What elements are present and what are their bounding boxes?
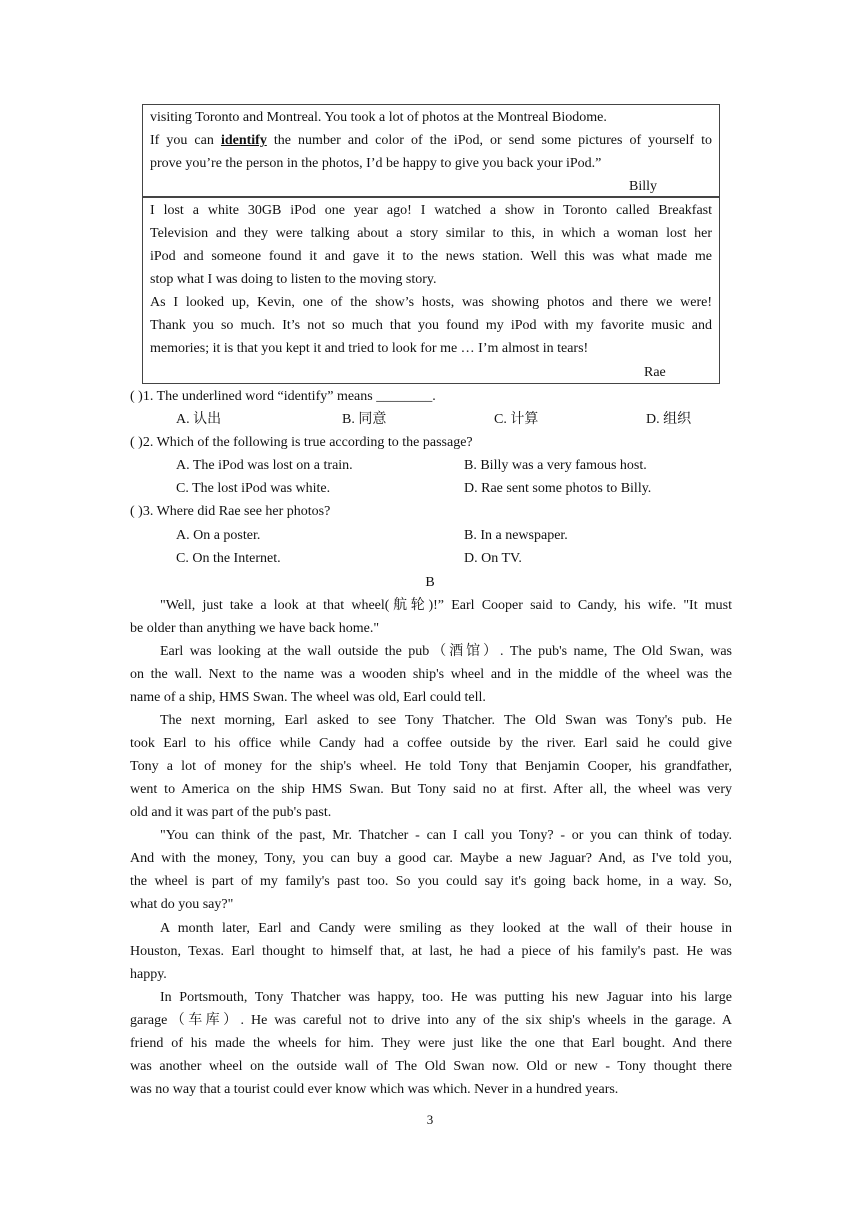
box2-line-5: As I looked up, Kevin, one of the show’s hosts, was showing photos and there we were! xyxy=(150,295,712,310)
question-2-stem: ( )2. Which of the following is true according to the passage? xyxy=(130,435,473,450)
section-b-heading: B xyxy=(425,575,435,590)
question-3-option-d: D. On TV. xyxy=(464,551,522,566)
page-number: 3 xyxy=(426,1112,434,1127)
passage-line: what do you say?" xyxy=(130,897,234,912)
passage-line: was no way that a tourist could ever know which was which. Never in a hundred years. xyxy=(130,1082,619,1097)
question-1-option-b: B. 同意 xyxy=(342,412,387,427)
box2-line-1: I lost a white 30GB iPod one year ago! I watched a show in Toronto called Breakfast xyxy=(150,203,712,218)
question-1-option-c: C. 计算 xyxy=(494,412,539,427)
question-2-option-a: A. The iPod was lost on a train. xyxy=(176,458,353,473)
passage-line: Houston, Texas. Earl thought to himself that, at last, he had a piece of his family's past. He was xyxy=(130,944,732,959)
box1-line-2 xyxy=(150,129,712,152)
passage-line: friend of his made the wheels for him. They were just like the one that Earl bought. And there xyxy=(130,1036,732,1051)
passage-line: went to America on the ship HMS Swan. But Tony said no at first. After all, the wheel was very xyxy=(130,782,732,797)
question-3-option-a: A. On a poster. xyxy=(176,528,261,543)
passage-line: The next morning, Earl asked to see Tony Thatcher. The Old Swan was Tony's pub. He xyxy=(160,713,732,728)
box2-line-3: iPod and someone found it and gave it to the news station. Well this was what made me xyxy=(150,249,712,264)
passage-line: happy. xyxy=(130,967,167,982)
signature-billy: Billy xyxy=(629,179,658,194)
question-1-option-d: D. 组织 xyxy=(646,412,692,427)
signature-rae: Rae xyxy=(644,365,666,380)
passage-line: A month later, Earl and Candy were smiling as they looked at the wall of their house in xyxy=(160,921,732,936)
question-2-option-c: C. The lost iPod was white. xyxy=(176,481,331,496)
question-3-option-c: C. On the Internet. xyxy=(176,551,281,566)
passage-line: be older than anything we have back home." xyxy=(130,621,380,636)
passage-line: old and it was part of the pub's past. xyxy=(130,805,332,820)
box1-line-1: visiting Toronto and Montreal. You took a lot of photos at the Montreal Biodome. xyxy=(150,110,607,125)
question-1-option-a: A. 认出 xyxy=(176,412,222,427)
passage-line: on the wall. Next to the name was a wooden ship's wheel and in the middle of the wheel was the xyxy=(130,667,732,682)
passage-line: Earl was looking at the wall outside the pub（酒馆）. The pub's name, The Old Swan, was xyxy=(160,644,732,659)
passage-line: took Earl to his office while Candy had a coffee outside by the river. Earl said he could give xyxy=(130,736,732,751)
question-3-stem: ( )3. Where did Rae see her photos? xyxy=(130,504,331,519)
question-3-option-b: B. In a newspaper. xyxy=(464,528,568,543)
passage-line: name of a ship, HMS Swan. The wheel was old, Earl could tell. xyxy=(130,690,486,705)
underlined-word-identify: identify xyxy=(220,133,267,148)
box1-line-2-prefix: If you can xyxy=(150,133,214,148)
box2-line-4: stop what I was doing to listen to the moving story. xyxy=(150,272,437,287)
passage-line: Tony a lot of money for the ship's wheel. He told Tony that Benjamin Cooper, his grandfather, xyxy=(130,759,732,774)
passage-line: garage（车库）. He was careful not to drive into any of the six ship's wheels in the garage. A xyxy=(130,1013,732,1028)
question-2-option-d: D. Rae sent some photos to Billy. xyxy=(464,481,652,496)
box1-line-3: prove you’re the person in the photos, I’d be happy to give you back your iPod.” xyxy=(150,156,602,171)
passage-line: And with the money, Tony, you can buy a good car. Maybe a new Jaguar? And, as I've told you, xyxy=(130,851,732,866)
question-1-stem: ( )1. The underlined word “identify” means ________. xyxy=(130,389,436,404)
passage-line: was another wheel on the outside wall of The Old Swan now. Old or new - Tony thought there xyxy=(130,1059,732,1074)
box2-line-6: Thank you so much. It’s not so much that you found my iPod with my favorite music and xyxy=(150,318,712,333)
passage-line: the wheel is part of my family's past too. So you could say it's going back home, in a way. So, xyxy=(130,874,732,889)
box2-line-2: Television and they were talking about a story similar to this, in which a woman lost her xyxy=(150,226,712,241)
passage-line: "Well, just take a look at that wheel(航轮)!” Earl Cooper said to Candy, his wife. "It must xyxy=(160,598,732,613)
question-2-option-b: B. Billy was a very famous host. xyxy=(464,458,647,473)
box1-line-2-suffix: the number and color of the iPod, or send some pictures of yourself to xyxy=(273,133,713,148)
passage-line: In Portsmouth, Tony Thatcher was happy, too. He was putting his new Jaguar into his large xyxy=(160,990,732,1005)
box2-line-7: memories; it is that you kept it and tried to look for me … I’m almost in tears! xyxy=(150,341,589,356)
passage-line: "You can think of the past, Mr. Thatcher - can I call you Tony? - or you can think of today. xyxy=(160,828,732,843)
